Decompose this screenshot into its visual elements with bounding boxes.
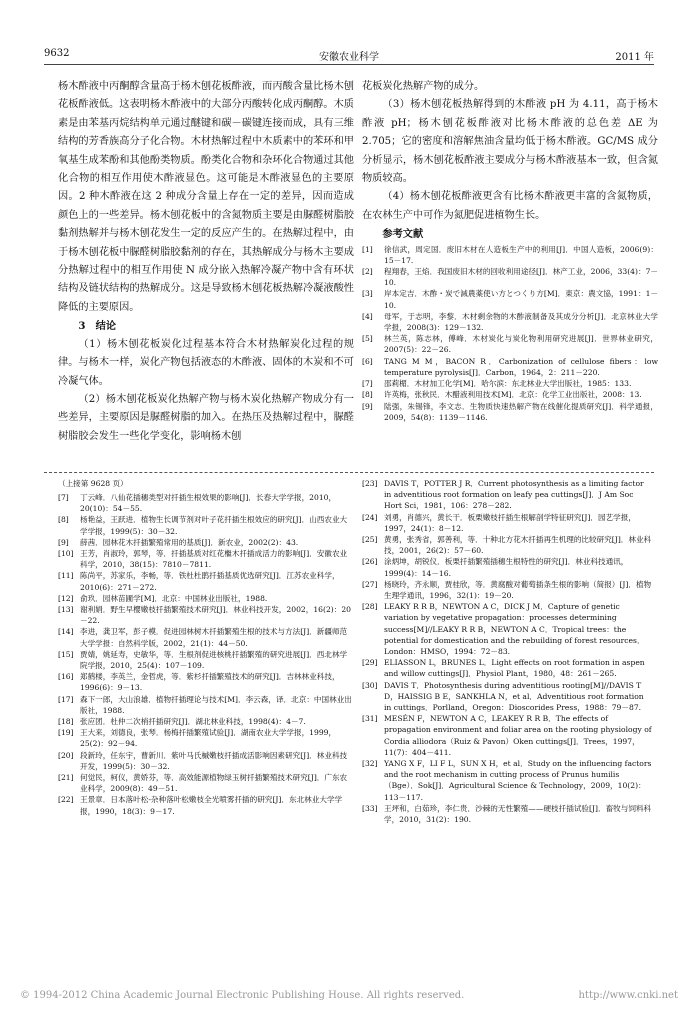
reference-number: [4]	[362, 311, 373, 321]
section-divider	[44, 472, 654, 473]
reference-text: DAVIS T．Photosynthesis during adventitious rooting[M]//DAVIS T D，HAISSIG B E，SANKHLA N，et al．Adventitious root formation in cuttings．Porlland，Oregon：Dioscorides Press，1988：79－87.	[384, 680, 644, 713]
copyright-notice: © 1994-2012 China Academic Journal Electronic Publishing House. All rights reserved.	[20, 990, 465, 1001]
reference-number: [16]	[58, 672, 74, 682]
reference-item	[58, 649, 354, 671]
reference-item	[58, 514, 354, 536]
reference-text: 王景章．日本落叶松-杂种落叶松嫩枝全光喷雾扦插的研究[J]．东北林业大学学报，1990，18(3)：9－17.	[80, 795, 343, 816]
reference-text: 李进，龚卫军，彭子模．促进园林树木扦插繁殖生根的技术与方法[J]．新疆师范大学学报：自然科学版，2002，21(1)：44－50.	[80, 627, 348, 648]
reference-text: 王芳，肖淑玲，郭琴，等．扦插基质对红花檵木扦插成活力的影响[J]．安徽农业科学，2010，38(15)：7810－7811.	[80, 549, 348, 570]
reference-text: 王大来，刘德良，张琴．杨梅扦插繁殖试验[J]．湖南农业大学学报，1999，25(2)：92－94.	[80, 728, 337, 749]
reference-text: 薛茜．园林花木扦插繁殖常用的基质[J]．新农业，2002(2)：43.	[80, 537, 299, 547]
reference-text: 邵莉楣．木材加工化学[M]．哈尔滨：东北林业大学出版社，1985：133.	[384, 379, 632, 389]
reference-number: [25]	[362, 535, 378, 545]
reference-number: [31]	[362, 714, 378, 724]
reference-text: 涂炳坤，胡锐仪．板栗扦插繁殖插穗生根特性的研究[J]．林业科技通讯，1999(4)：14－16.	[384, 557, 629, 578]
reference-number: [11]	[58, 571, 74, 581]
conclusion-paragraph: （4）杨木刨花板酢液更含有比杨木酢液更丰富的含氮物质，在农林生产中可作为氮肥促进植物生长。	[362, 191, 658, 221]
reference-item	[58, 604, 354, 626]
conclusion-paragraph: （2）杨木刨花板炭化热解产物与杨木炭化热解产物成分有一些差异，主要原因是脲醛树脂的加入。在热压及热解过程中，脲醛树脂胶会发生一些化学变化，影响杨木刨	[58, 393, 354, 442]
reference-number: [29]	[362, 658, 378, 668]
reference-text: 郑鹤楼，李英兰，金哲虎，等．紫杉扦插繁殖技术的研究[J]．吉林林业科技，1996(6)：9－13.	[80, 672, 340, 693]
reference-item	[362, 244, 658, 266]
reference-item	[362, 556, 652, 578]
reference-item	[362, 601, 652, 657]
reference-text: 森下一郎，大山浪雄．植物扦插理论与技术[M]．李云森，译．北京：中国林业出版社，1988.	[80, 694, 352, 715]
continuation-label: （上接第 9628 页）	[58, 479, 128, 488]
reference-item	[362, 512, 652, 534]
reference-number: [10]	[58, 549, 74, 559]
reference-text: 谢利娟．野生早樱嫩枝扦插繁殖技术研究[J]．林业科技开发，2002，16(2)：20－22.	[80, 605, 351, 626]
reference-text: 许英梅，张秋民．木醋液利用技术[M]．北京：化学工业出版社，2008：13.	[384, 390, 642, 400]
reference-text: YANG X F，LI F L，SUN X H，et al．Study on the influencing factors and the root mechanism in cutting process of Prunus humilis（Bge）．Sok[J]．Agricultural Science & Technology，2009，10(2)：113－117.	[384, 759, 652, 802]
journal-title: 安徽农业科学	[319, 52, 379, 63]
reference-number: [12]	[58, 593, 74, 603]
reference-number: [18]	[58, 717, 74, 727]
reference-number: [7]	[58, 493, 69, 502]
reference-number: [32]	[362, 759, 378, 769]
reference-item	[362, 657, 652, 679]
reference-number: [21]	[58, 773, 74, 783]
reference-item	[362, 288, 658, 310]
reference-number: [30]	[362, 680, 378, 690]
reference-list	[58, 492, 354, 817]
reference-item	[362, 266, 658, 288]
reference-number: [8]	[362, 390, 373, 400]
body-paragraph: 杨木酢液中丙酮醇含量高于杨木刨花板酢液，而丙酸含量比杨木刨花板酢液低。这表明杨木酢液中的大部分丙酸转化成丙酮醇。木质素是由苯基丙烷结构单元通过醚键和碳－碳键连接而成，具有三维结构的芳香族高分子化合物。木材热解过程中木质素中的苯环和甲氧基生成苯酚和其他酚类物质。酚类化合物和杂环化合物通过其他化合物的相互作用使木酢液显色。这可能是木酢液显色的主要原因。2 种木酢液在这 2 种成分含量上存在一定的差异，因而造成颜色上的一些差异。杨木刨花板中的含氮物质主要是由脲醛树脂胶黏剂热解并与杨木刨花发生一定的反应产生的。在热解过程中，由于杨木刨花板中脲醛树脂胶黏剂的存在，其热解成分与杨木主要成分热解过程中的相互作用使 N 成分嵌入热解冷凝产物中含有环状结构及链状结构的热解成分。这是导致杨木刨花板热解冷凝液酸性降低的主要原因。	[58, 81, 354, 313]
reference-number: [22]	[58, 795, 74, 805]
reference-text: 贾婧，姚延寿，史敏华，等．生根剂促进核桃扦插繁殖的研究进展[J]．西北林学院学报，2010，25(4)：107－109.	[80, 649, 348, 671]
reference-number: [2]	[362, 267, 373, 277]
reference-number: [9]	[58, 537, 69, 547]
reference-number: [9]	[362, 401, 373, 411]
reference-item	[362, 534, 652, 556]
reference-item	[362, 333, 658, 355]
reference-number: [8]	[58, 515, 69, 525]
reference-text: 段新玲，任东宇，曹新川．紫叶马氏槭嫩枝扦插成活影响因素研究[J]．林业科技开发，1999(5)：30－32.	[80, 750, 348, 771]
reference-text: TANG M M，BACON R．Carbonization of cellulose fibers：low temperature pyrolysis[J]．Carbon，1964，2：211－220.	[384, 356, 658, 377]
reference-text: ELIASSON L，BRUNES L．Light effects on root formation in aspen and willow cuttings[J]．Physiol Plant，1980，48：261－265.	[384, 658, 645, 679]
reference-item	[362, 401, 658, 423]
reference-item	[58, 671, 354, 693]
reference-list	[362, 478, 652, 825]
reference-text: 徐信武，周定国．废旧木材在人造板生产中的利用[J]．中国人造板，2006(9)：15－17.	[384, 244, 658, 265]
page-footer	[20, 990, 678, 1001]
reference-text: 王坪和，白茹珍，李仁贵．沙棘的无性繁殖——硬枝扦插试验[J]．畜牧与饲料科学，2010，31(2)：190.	[384, 803, 652, 825]
reference-number: [26]	[362, 557, 378, 567]
footer-url[interactable]: http://www.cnki.net	[578, 990, 678, 1001]
reference-list	[362, 244, 658, 423]
reference-text: 刘勇，肖德兴，黄长干．板栗嫩枝扦插生根解剖学特征研究[J]．园艺学报，1997，24(1)：8－12.	[384, 512, 636, 533]
reference-item	[58, 794, 354, 816]
page-number: 9632	[44, 48, 70, 59]
reference-number: [13]	[58, 605, 74, 615]
reference-item	[58, 548, 354, 570]
reference-item	[362, 389, 658, 400]
reference-text: 何觉民，柯仪，黄娇芬，等．高效能源植物绿玉树扦插繁殖技术研究[J]．广东农业科学，2009(8)：49－51.	[80, 773, 348, 794]
reference-number: [28]	[362, 602, 378, 612]
reference-number: [17]	[58, 694, 74, 704]
reference-number: [3]	[362, 289, 373, 299]
continued-references-left	[58, 478, 354, 817]
publication-year: 2011 年	[615, 52, 654, 63]
reference-text: 陈尚平，苏家乐，李畅，等．铁杜杜鹃扦插基质优选研究[J]．江苏农业科学，2010(6)：271－272.	[80, 571, 340, 592]
reference-text: 杨艳益，王跃进．植物生长调节剂对叶子花扦插生根效应的研究[J]．山西农业大学学报，1999(5)：30－32.	[80, 515, 348, 536]
reference-item	[362, 378, 658, 389]
reference-number: [1]	[362, 244, 373, 254]
reference-item	[58, 570, 354, 592]
reference-item	[58, 537, 354, 548]
reference-item	[58, 593, 354, 604]
reference-number: [7]	[362, 379, 373, 389]
reference-number: [15]	[58, 649, 74, 659]
reference-item	[362, 758, 652, 803]
right-column	[362, 78, 658, 423]
reference-text: 张应团．杜仲二次梢扦插研究[J]．湖北林业科技，1998(4)：4－7.	[80, 717, 306, 727]
reference-text: 俞玖．园林苗圃学[M]．北京：中国林业出版社，1988.	[80, 593, 268, 603]
reference-item	[58, 716, 354, 727]
continued-references-right	[362, 478, 652, 825]
reference-item	[362, 356, 658, 378]
reference-text: DAVIS T，POTTER J R．Current photosynthesis as a limiting factor in adventitious root formation on leafy pea cuttings[J]．J Am Soc Hort Sci，1981，106：278－282.	[384, 479, 644, 511]
reference-number: [24]	[362, 512, 378, 522]
reference-text: 程翔春，王焰．我国废旧木材的回收利用途径[J]．林产工业，2006，33(4)：7－10.	[384, 267, 658, 288]
reference-item	[362, 579, 652, 601]
reference-number: [6]	[362, 356, 373, 366]
reference-number: [23]	[362, 479, 378, 488]
reference-item	[362, 803, 652, 825]
reference-number: [33]	[362, 803, 378, 813]
reference-item	[58, 626, 354, 648]
reference-item	[58, 727, 354, 749]
reference-text: 丁云峰．八仙花插穗类型对扦插生根效果的影响[J]．长春大学学报，2010，20(10)：54－55.	[80, 493, 337, 514]
reference-number: [14]	[58, 627, 74, 637]
reference-item	[362, 311, 658, 333]
reference-text: 林兰英，陈志林，傅峰．木材炭化与炭化物利用研究进展[J]．世界林业研究，2007(5)：22－26.	[384, 334, 658, 355]
reference-item	[362, 680, 652, 714]
reference-number: [27]	[362, 579, 378, 589]
page-header	[44, 48, 654, 65]
reference-number: [5]	[362, 334, 373, 344]
reference-item	[362, 713, 652, 758]
reference-text: 陆强，朱锡锋，李文志．生物质快速热解产物在线催化提质研究[J]．科学通报，2009，54(8)：1139－1146.	[384, 401, 658, 422]
conclusion-paragraph: （3）杨木刨花板热解得到的木酢液 pH 为 4.11，高于杨木酢液 pH；杨木刨花板酢液对比杨木酢液的总色差 ΔE 为 2.705；它的密度和溶解焦油含量均低于杨木酢液。GC/MS 成分分析显示，杨木刨花板酢液主要成分与杨木酢液基本一致，但含氮物质较高。	[362, 99, 658, 185]
reference-text: 母军，于志明，李黎．木材剩余物的木酢液制备及其成分分析[J]．北京林业大学学报，2008(3)：129－132.	[384, 311, 658, 333]
reference-text: LEAKY R R B，NEWTON A C，DICK J M．Capture of genetic variation by vegetative propagation：processes determining success[M]//LEAKY R R B，NEWTON A C．Tropical trees：the potential for domestication and the rebuilding of forest resources．London：HMSO，1994：72－83.	[384, 602, 645, 657]
reference-item	[362, 478, 652, 512]
reference-text: 杨晓玲，齐永顺，贾桂欣，等．黄腐酸对葡萄插条生根的影响（简报）[J]．植物生理学通讯，1996，32(1)：19－20.	[384, 579, 652, 601]
reference-number: [19]	[58, 728, 74, 738]
reference-item	[58, 492, 354, 514]
references-title: 参考文献	[382, 228, 424, 241]
reference-item	[58, 750, 354, 772]
reference-item	[58, 694, 354, 716]
reference-text: 黄勇，张秀省，郭善利，等．十种北方花木扦插再生机理的比较研究[J]．林业科技，2001，26(2)：57－60.	[384, 535, 652, 556]
reference-text: MESÉN F，NEWTON A C，LEAKEY R R B．The effects of propagation environment and foliar area on the rooting physiology of Cordia alliodora（Ruiz & Pavon）Oken cuttings[J]．Trees，1997，11(7)：404－411.	[384, 714, 652, 757]
conclusion-paragraph: （1）杨木刨花板炭化过程基本符合木材热解炭化过程的规律。与杨木一样，炭化产物包括液态的木酢液、固体的木炭和不可冷凝气体。	[58, 338, 354, 387]
reference-number: [20]	[58, 750, 74, 760]
body-paragraph: 花板炭化热解产物的成分。	[362, 81, 485, 92]
section-heading: 3 结论	[78, 320, 117, 333]
left-column	[58, 78, 354, 446]
reference-text: 岸本定吉．木酢・炭で減農薬使い方とつくり方[M]．東京：農文協，1991：1－10.	[384, 289, 658, 310]
reference-item	[58, 772, 354, 794]
